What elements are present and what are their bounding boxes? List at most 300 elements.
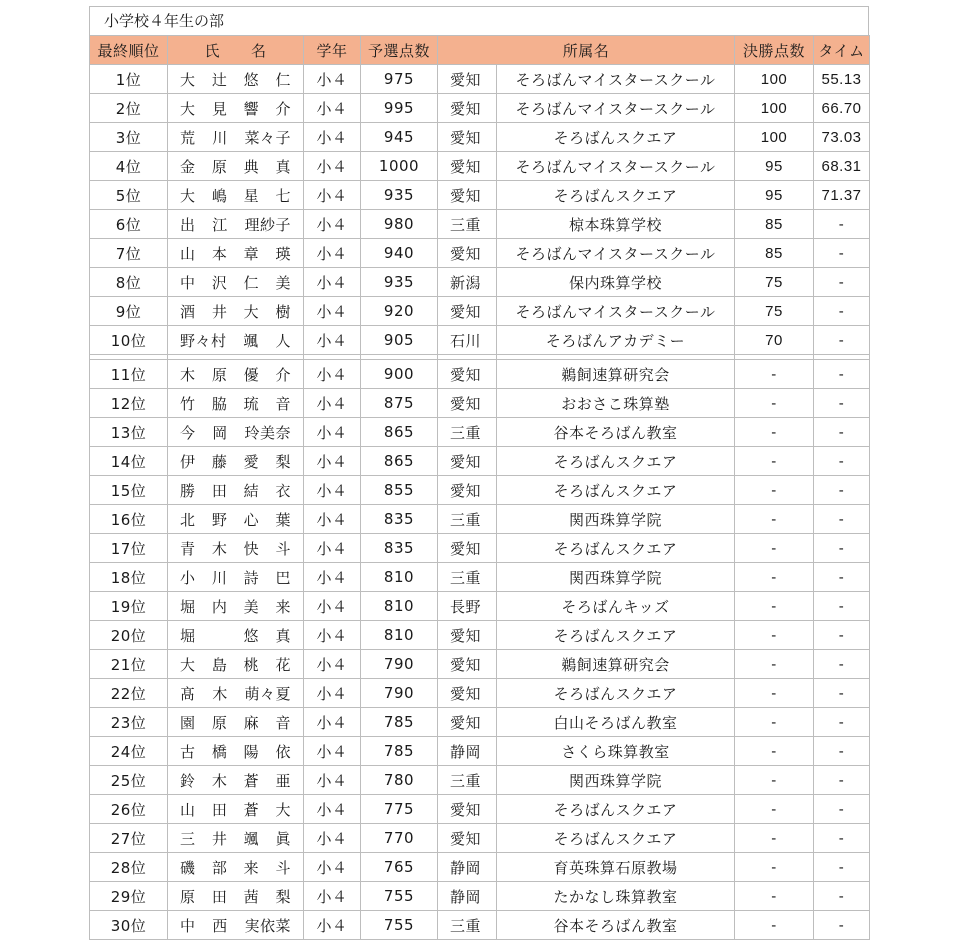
header-row — [90, 36, 870, 65]
time-cell: - — [814, 708, 870, 737]
name-part: 沢 — [211, 273, 228, 292]
organization-cell: そろばんスクエア — [497, 534, 735, 563]
organization-cell: そろばんマイスタースクール — [497, 94, 735, 123]
table-row — [90, 152, 870, 181]
table-row — [90, 766, 870, 795]
name-cell — [168, 534, 304, 563]
grade-cell: 小４ — [304, 65, 361, 94]
rank-cell: 13位 — [90, 418, 168, 447]
prelim-score-cell: 810 — [361, 563, 438, 592]
name-part: 音 — [275, 394, 291, 413]
name-part: 大 — [180, 186, 196, 205]
time-cell: - — [814, 505, 870, 534]
grade-cell: 小４ — [304, 795, 361, 824]
prelim-score-cell: 995 — [361, 94, 438, 123]
final-score-cell: 100 — [735, 94, 814, 123]
time-cell: - — [814, 360, 870, 389]
organization-cell: さくら珠算教室 — [497, 737, 735, 766]
name-cell — [168, 360, 304, 389]
prefecture-cell: 長野 — [438, 592, 497, 621]
time-cell: - — [814, 563, 870, 592]
name-parts — [168, 364, 303, 385]
header-prelim-score: 予選点数 — [361, 36, 438, 65]
name-part: 颯 — [243, 829, 260, 848]
final-score-cell: - — [735, 795, 814, 824]
name-part: 中 — [180, 916, 196, 935]
name-part: 木 — [212, 684, 228, 703]
name-part: 玲美奈 — [244, 423, 291, 442]
final-score-cell: - — [735, 360, 814, 389]
name-part: 木 — [211, 771, 228, 790]
organization-cell: 関西珠算学院 — [497, 563, 735, 592]
final-score-cell: - — [735, 563, 814, 592]
time-cell: 55.13 — [814, 65, 870, 94]
prefecture-cell: 愛知 — [438, 123, 497, 152]
time-cell: 68.31 — [814, 152, 870, 181]
grade-cell: 小４ — [304, 621, 361, 650]
name-part: 実依菜 — [244, 916, 291, 935]
final-score-cell: 95 — [735, 181, 814, 210]
name-part: 樹 — [275, 302, 291, 321]
prelim-score-cell: 975 — [361, 65, 438, 94]
name-part: 斗 — [275, 858, 291, 877]
organization-cell: おおさこ珠算塾 — [497, 389, 735, 418]
organization-cell: 育英珠算石原教場 — [497, 853, 735, 882]
name-parts — [168, 538, 303, 559]
time-cell: - — [814, 679, 870, 708]
table-row — [90, 360, 870, 389]
name-parts — [168, 98, 303, 119]
final-score-cell: - — [735, 766, 814, 795]
name-parts — [168, 625, 303, 646]
organization-cell: そろばんスクエア — [497, 123, 735, 152]
name-parts — [168, 127, 303, 148]
time-cell: - — [814, 911, 870, 940]
name-cell — [168, 476, 304, 505]
table-row — [90, 210, 870, 239]
grade-cell: 小４ — [304, 360, 361, 389]
name-cell — [168, 326, 304, 355]
name-part: 星 — [243, 186, 260, 205]
name-parts — [168, 741, 303, 762]
name-cell — [168, 650, 304, 679]
prefecture-cell: 三重 — [438, 210, 497, 239]
final-score-cell: 85 — [735, 210, 814, 239]
name-parts — [168, 886, 303, 907]
name-parts — [168, 156, 303, 177]
division-title: 小学校４年生の部 — [89, 6, 869, 35]
prefecture-cell: 静岡 — [438, 882, 497, 911]
header-time: タイム — [814, 36, 870, 65]
grade-cell: 小４ — [304, 737, 361, 766]
name-part: 真 — [275, 626, 291, 645]
name-part: 出 — [180, 215, 196, 234]
name-part: 茜 — [243, 887, 260, 906]
name-part: 心 — [243, 510, 260, 529]
table-row — [90, 563, 870, 592]
name-part: 章 — [243, 244, 260, 263]
prelim-score-cell: 935 — [361, 181, 438, 210]
prefecture-cell: 愛知 — [438, 795, 497, 824]
name-part: 大 — [180, 70, 196, 89]
name-part: 北 — [180, 510, 196, 529]
rank-cell: 23位 — [90, 708, 168, 737]
results-body — [90, 65, 870, 940]
name-cell — [168, 737, 304, 766]
name-cell — [168, 418, 304, 447]
header-name: 氏 名 — [168, 36, 304, 65]
organization-cell: そろばんスクエア — [497, 621, 735, 650]
time-cell: - — [814, 297, 870, 326]
name-parts — [168, 301, 303, 322]
final-score-cell: - — [735, 621, 814, 650]
organization-cell: 鵜飼速算研究会 — [497, 650, 735, 679]
time-cell: - — [814, 268, 870, 297]
rank-cell: 16位 — [90, 505, 168, 534]
name-part: 梨 — [275, 887, 291, 906]
name-parts — [168, 857, 303, 878]
name-part: 蒼 — [243, 771, 260, 790]
name-part: 依 — [275, 742, 291, 761]
time-cell: - — [814, 476, 870, 505]
prefecture-cell: 愛知 — [438, 679, 497, 708]
name-part: 亜 — [275, 771, 291, 790]
name-parts — [168, 185, 303, 206]
name-part: 原 — [211, 365, 228, 384]
grade-cell: 小４ — [304, 563, 361, 592]
rank-cell: 7位 — [90, 239, 168, 268]
table-row — [90, 447, 870, 476]
prefecture-cell: 三重 — [438, 766, 497, 795]
rank-cell: 9位 — [90, 297, 168, 326]
name-part: 美 — [243, 597, 260, 616]
table-row — [90, 418, 870, 447]
name-part: 伊 — [180, 452, 196, 471]
organization-cell: 保内珠算学校 — [497, 268, 735, 297]
prelim-score-cell: 905 — [361, 326, 438, 355]
rank-cell: 27位 — [90, 824, 168, 853]
name-part: 菜々子 — [244, 128, 291, 147]
name-part: 来 — [243, 858, 260, 877]
name-part: 田 — [211, 800, 228, 819]
name-part: 堀 — [180, 626, 196, 645]
name-part: 悠 — [243, 626, 259, 645]
name-cell — [168, 268, 304, 297]
grade-cell: 小４ — [304, 239, 361, 268]
name-part: 藤 — [211, 452, 228, 471]
prelim-score-cell: 780 — [361, 766, 438, 795]
organization-cell: そろばんスクエア — [497, 181, 735, 210]
final-score-cell: - — [735, 418, 814, 447]
name-part: 野々村 — [180, 331, 227, 350]
name-part: 小 — [180, 568, 196, 587]
prefecture-cell: 三重 — [438, 911, 497, 940]
grade-cell: 小４ — [304, 152, 361, 181]
rank-cell: 30位 — [90, 911, 168, 940]
final-score-cell: 75 — [735, 268, 814, 297]
name-part: 真 — [275, 157, 291, 176]
rank-cell: 17位 — [90, 534, 168, 563]
time-cell: - — [814, 824, 870, 853]
prelim-score-cell: 785 — [361, 737, 438, 766]
name-part: 麻 — [243, 713, 260, 732]
organization-cell: そろばんスクエア — [497, 795, 735, 824]
prefecture-cell: 愛知 — [438, 94, 497, 123]
organization-cell: 白山そろばん教室 — [497, 708, 735, 737]
name-part: 川 — [211, 568, 228, 587]
final-score-cell: - — [735, 708, 814, 737]
time-cell: 73.03 — [814, 123, 870, 152]
name-cell — [168, 766, 304, 795]
name-part: 田 — [211, 481, 228, 500]
name-part: 来 — [275, 597, 291, 616]
name-part: 介 — [275, 99, 291, 118]
rank-cell: 15位 — [90, 476, 168, 505]
name-part: 眞 — [275, 829, 291, 848]
name-part: 七 — [275, 186, 291, 205]
organization-cell: そろばんスクエア — [497, 447, 735, 476]
time-cell: - — [814, 621, 870, 650]
name-part: 脇 — [211, 394, 228, 413]
grade-cell: 小４ — [304, 853, 361, 882]
header-affiliation: 所属名 — [438, 36, 735, 65]
name-part: 大 — [275, 800, 291, 819]
name-part: 葉 — [275, 510, 291, 529]
prelim-score-cell: 935 — [361, 268, 438, 297]
prelim-score-cell: 810 — [361, 621, 438, 650]
name-parts — [168, 480, 303, 501]
time-cell: - — [814, 795, 870, 824]
table-row — [90, 123, 870, 152]
time-cell: - — [814, 766, 870, 795]
grade-cell: 小４ — [304, 181, 361, 210]
name-part: 木 — [211, 539, 228, 558]
name-parts — [168, 683, 303, 704]
prelim-score-cell: 865 — [361, 418, 438, 447]
table-row — [90, 882, 870, 911]
final-score-cell: - — [735, 882, 814, 911]
time-cell: 71.37 — [814, 181, 870, 210]
prefecture-cell: 愛知 — [438, 447, 497, 476]
prefecture-cell: 愛知 — [438, 708, 497, 737]
rank-cell: 18位 — [90, 563, 168, 592]
table-row — [90, 679, 870, 708]
time-cell: - — [814, 534, 870, 563]
prefecture-cell: 愛知 — [438, 65, 497, 94]
table-row — [90, 297, 870, 326]
name-cell — [168, 708, 304, 737]
time-cell: - — [814, 592, 870, 621]
grade-cell: 小４ — [304, 505, 361, 534]
name-part: 仁 — [243, 273, 260, 292]
name-part: 大 — [180, 99, 196, 118]
name-part: 本 — [211, 244, 228, 263]
name-cell — [168, 679, 304, 708]
grade-cell: 小４ — [304, 210, 361, 239]
grade-cell: 小４ — [304, 447, 361, 476]
name-parts — [168, 422, 303, 443]
name-cell — [168, 239, 304, 268]
final-score-cell: - — [735, 592, 814, 621]
grade-cell: 小４ — [304, 882, 361, 911]
name-part: 川 — [212, 128, 228, 147]
final-score-cell: - — [735, 534, 814, 563]
prelim-score-cell: 765 — [361, 853, 438, 882]
grade-cell: 小４ — [304, 708, 361, 737]
organization-cell: 谷本そろばん教室 — [497, 418, 735, 447]
name-part: 山 — [180, 244, 196, 263]
name-cell — [168, 152, 304, 181]
name-part: 今 — [180, 423, 196, 442]
name-part: 髙 — [180, 684, 196, 703]
time-cell: - — [814, 210, 870, 239]
name-part: 原 — [211, 713, 228, 732]
table-row — [90, 737, 870, 766]
name-part: 中 — [180, 273, 196, 292]
rank-cell: 11位 — [90, 360, 168, 389]
prefecture-cell: 三重 — [438, 418, 497, 447]
grade-cell: 小４ — [304, 650, 361, 679]
name-part: 愛 — [243, 452, 260, 471]
final-score-cell: 100 — [735, 65, 814, 94]
final-score-cell: - — [735, 824, 814, 853]
rank-cell: 20位 — [90, 621, 168, 650]
name-part: 鈴 — [180, 771, 196, 790]
name-cell — [168, 563, 304, 592]
grade-cell: 小４ — [304, 476, 361, 505]
prelim-score-cell: 945 — [361, 123, 438, 152]
name-part: 荒 — [180, 128, 196, 147]
header-final-score: 決勝点数 — [735, 36, 814, 65]
final-score-cell: 95 — [735, 152, 814, 181]
name-part: 部 — [211, 858, 228, 877]
name-part: 磯 — [180, 858, 196, 877]
rank-cell: 5位 — [90, 181, 168, 210]
final-score-cell: - — [735, 737, 814, 766]
time-cell: - — [814, 447, 870, 476]
organization-cell: たかなし珠算教室 — [497, 882, 735, 911]
name-parts — [168, 712, 303, 733]
table-row — [90, 476, 870, 505]
prefecture-cell: 愛知 — [438, 239, 497, 268]
organization-cell: 谷本そろばん教室 — [497, 911, 735, 940]
name-part: 橋 — [211, 742, 228, 761]
grade-cell: 小４ — [304, 418, 361, 447]
organization-cell: そろばんスクエア — [497, 476, 735, 505]
grade-cell: 小４ — [304, 824, 361, 853]
grade-cell: 小４ — [304, 389, 361, 418]
name-cell — [168, 210, 304, 239]
name-part: 青 — [180, 539, 196, 558]
name-part: 颯 — [243, 331, 259, 350]
prefecture-cell: 愛知 — [438, 181, 497, 210]
name-part: 悠 — [243, 70, 260, 89]
name-cell — [168, 65, 304, 94]
name-part: 花 — [275, 655, 291, 674]
organization-cell: 関西珠算学院 — [497, 766, 735, 795]
prelim-score-cell: 900 — [361, 360, 438, 389]
prelim-score-cell: 940 — [361, 239, 438, 268]
name-part: 島 — [211, 655, 228, 674]
rank-cell: 14位 — [90, 447, 168, 476]
prelim-score-cell: 835 — [361, 534, 438, 563]
prefecture-cell: 愛知 — [438, 534, 497, 563]
time-cell: - — [814, 737, 870, 766]
table-row — [90, 505, 870, 534]
name-parts — [168, 509, 303, 530]
name-parts — [168, 828, 303, 849]
prefecture-cell: 愛知 — [438, 389, 497, 418]
name-part: 快 — [243, 539, 260, 558]
name-part: 琉 — [243, 394, 260, 413]
table-row — [90, 708, 870, 737]
name-part: 木 — [180, 365, 196, 384]
name-parts — [168, 451, 303, 472]
name-part: 竹 — [180, 394, 196, 413]
name-part: 響 — [243, 99, 260, 118]
name-parts — [168, 243, 303, 264]
name-part: 斗 — [275, 539, 291, 558]
name-part: 詩 — [243, 568, 260, 587]
rank-cell: 22位 — [90, 679, 168, 708]
prelim-score-cell: 865 — [361, 447, 438, 476]
rank-cell: 2位 — [90, 94, 168, 123]
name-part: 桃 — [243, 655, 260, 674]
prefecture-cell: 静岡 — [438, 737, 497, 766]
time-cell: - — [814, 239, 870, 268]
name-part: 園 — [180, 713, 196, 732]
name-part: 野 — [211, 510, 228, 529]
prefecture-cell: 新潟 — [438, 268, 497, 297]
prefecture-cell: 三重 — [438, 563, 497, 592]
header-rank: 最終順位 — [90, 36, 168, 65]
rank-cell: 6位 — [90, 210, 168, 239]
time-cell: 66.70 — [814, 94, 870, 123]
results-sheet — [89, 6, 869, 940]
name-part: 音 — [275, 713, 291, 732]
rank-cell: 25位 — [90, 766, 168, 795]
prelim-score-cell: 980 — [361, 210, 438, 239]
name-cell — [168, 824, 304, 853]
table-row — [90, 592, 870, 621]
organization-cell: そろばんキッズ — [497, 592, 735, 621]
rank-cell: 26位 — [90, 795, 168, 824]
final-score-cell: 85 — [735, 239, 814, 268]
results-table — [89, 35, 870, 940]
name-parts — [168, 330, 303, 351]
grade-cell: 小４ — [304, 94, 361, 123]
table-row — [90, 389, 870, 418]
prefecture-cell: 愛知 — [438, 621, 497, 650]
name-part: 三 — [180, 829, 196, 848]
name-parts — [168, 654, 303, 675]
name-cell — [168, 389, 304, 418]
rank-cell: 1位 — [90, 65, 168, 94]
rank-cell: 24位 — [90, 737, 168, 766]
name-cell — [168, 795, 304, 824]
name-part: 瑛 — [275, 244, 291, 263]
prefecture-cell: 静岡 — [438, 853, 497, 882]
table-row — [90, 268, 870, 297]
table-row — [90, 65, 870, 94]
name-parts — [168, 567, 303, 588]
name-cell — [168, 94, 304, 123]
final-score-cell: 100 — [735, 123, 814, 152]
table-row — [90, 181, 870, 210]
prelim-score-cell: 790 — [361, 679, 438, 708]
name-part: 大 — [243, 302, 260, 321]
name-part: 金 — [180, 157, 196, 176]
